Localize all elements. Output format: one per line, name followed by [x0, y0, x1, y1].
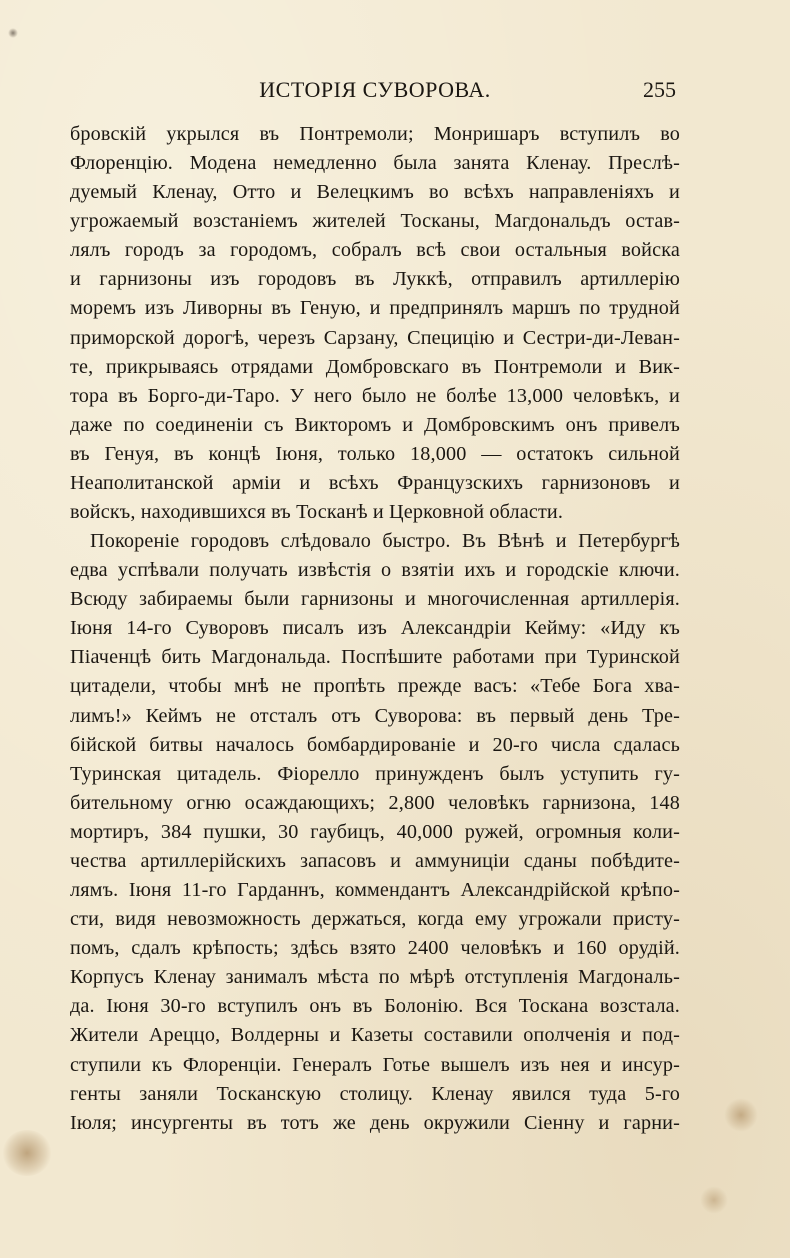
running-title: ИСТОРІЯ СУВОРОВА.: [259, 77, 491, 102]
text-line: Піаченцѣ бить Магдональда. Поспѣшите работами при Туринской: [70, 646, 680, 669]
body-text: [70, 120, 680, 1138]
text-line: да. Іюня 30-го вступилъ онъ въ Болонію. Вся Тоскана возстала.: [70, 995, 680, 1018]
text-line: бительному огню осаждающихъ; 2,800 человѣкъ гарнизона, 148: [70, 791, 680, 814]
text-line: Жители Ареццо, Волдерны и Казеты составили ополченія и под-: [70, 1024, 680, 1047]
text-line: цитадели, чтобы мнѣ не пропѣть прежде васъ: «Тебе Бога хва-: [70, 675, 680, 698]
text-line: бійской битвы началось бомбардированіе и 20-го числа сдалась: [70, 733, 680, 756]
text-line: бровскій укрылся въ Понтремоли; Монришаръ вступилъ во: [70, 123, 680, 145]
foxing-stain: [724, 1098, 758, 1132]
text-line: генты заняли Тосканскую столицу. Кленау явился туда 5-го: [70, 1082, 680, 1105]
foxing-stain: [700, 1186, 728, 1214]
text-line: Корпусъ Кленау занималъ мѣста по мѣрѣ отступленія Магдональ-: [70, 966, 680, 989]
page-number: 255: [643, 77, 676, 102]
text-line: помъ, сдалъ крѣпость; здѣсь взято 2400 человѣкъ и 160 орудій.: [70, 937, 680, 960]
text-line: моремъ изъ Ливорны въ Геную, и предпринялъ маршъ по трудной: [70, 297, 680, 320]
text-line: Неаполитанской арміи и всѣхъ Французскихъ гарнизоновъ и: [70, 471, 680, 494]
text-line: Іюня 14-го Суворовъ писалъ изъ Александріи Кейму: «Иду къ: [70, 617, 680, 640]
text-line: Флоренцію. Модена немедленно была занята Кленау. Преслѣ-: [70, 152, 680, 175]
text-line: Покореніе городовъ слѣдовало быстро. Въ Вѣнѣ и Петербургѣ: [90, 530, 680, 553]
text-line: и гарнизоны изъ городовъ въ Луккѣ, отправилъ артиллерію: [70, 268, 680, 291]
foxing-stain: [2, 1130, 52, 1176]
text-line: Туринская цитадель. Фіорелло принужденъ былъ уступить гу-: [70, 762, 680, 785]
text-line: войскъ, находившихся въ Тосканѣ и Церковной области.: [70, 501, 564, 524]
text-line: даже по соединеніи съ Викторомъ и Домбровскимъ онъ привелъ: [70, 413, 680, 436]
text-line: ступили къ Флоренціи. Генералъ Готье вышелъ изъ нея и инсур-: [70, 1053, 680, 1076]
text-line: лялъ городъ за городомъ, собралъ всѣ свои остальныя войска: [70, 239, 680, 262]
text-line: Іюля; инсургенты въ тотъ же день окружили Сіенну и гарни-: [70, 1111, 680, 1134]
text-line: приморской дорогѣ, черезъ Сарзану, Специцію и Сестри-ди-Леван-: [70, 326, 680, 349]
text-line: те, прикрываясь отрядами Домбровскаго въ Понтремоли и Вик-: [70, 355, 680, 378]
text-line: угрожаемый возстаніемъ жителей Тосканы, Магдональдъ остав-: [70, 210, 680, 233]
text-line: тора въ Борго-ди-Таро. У него было не болѣе 13,000 человѣкъ, и: [70, 384, 680, 407]
text-line: дуемый Кленау, Отто и Велецкимъ во всѣхъ направленіяхъ и: [70, 181, 680, 204]
text-line: мортиръ, 384 пушки, 30 гаубицъ, 40,000 ружей, огромныя коли-: [70, 820, 680, 843]
text-line: едва успѣвали получать извѣстія о взятіи ихъ и городскіе ключи.: [70, 559, 680, 582]
text-line: чества артиллерійскихъ запасовъ и аммуниціи сданы побѣдите-: [70, 849, 680, 872]
text-line: сти, видя невозможность держаться, когда ему угрожали присту-: [70, 908, 680, 931]
ink-speck: [8, 28, 18, 38]
text-line: въ Генуя, въ концѣ Іюня, только 18,000 — остатокъ сильной: [70, 442, 680, 465]
text-line: Всюду забираемы были гарнизоны и многочисленная артиллерія.: [70, 588, 680, 611]
page-header: [70, 74, 680, 108]
text-line: лямъ. Іюня 11-го Гарданнъ, коммендантъ Александрійской крѣпо-: [70, 879, 680, 902]
text-line: лимъ!» Кеймъ не отсталъ отъ Суворова: въ первый день Тре-: [70, 704, 680, 727]
